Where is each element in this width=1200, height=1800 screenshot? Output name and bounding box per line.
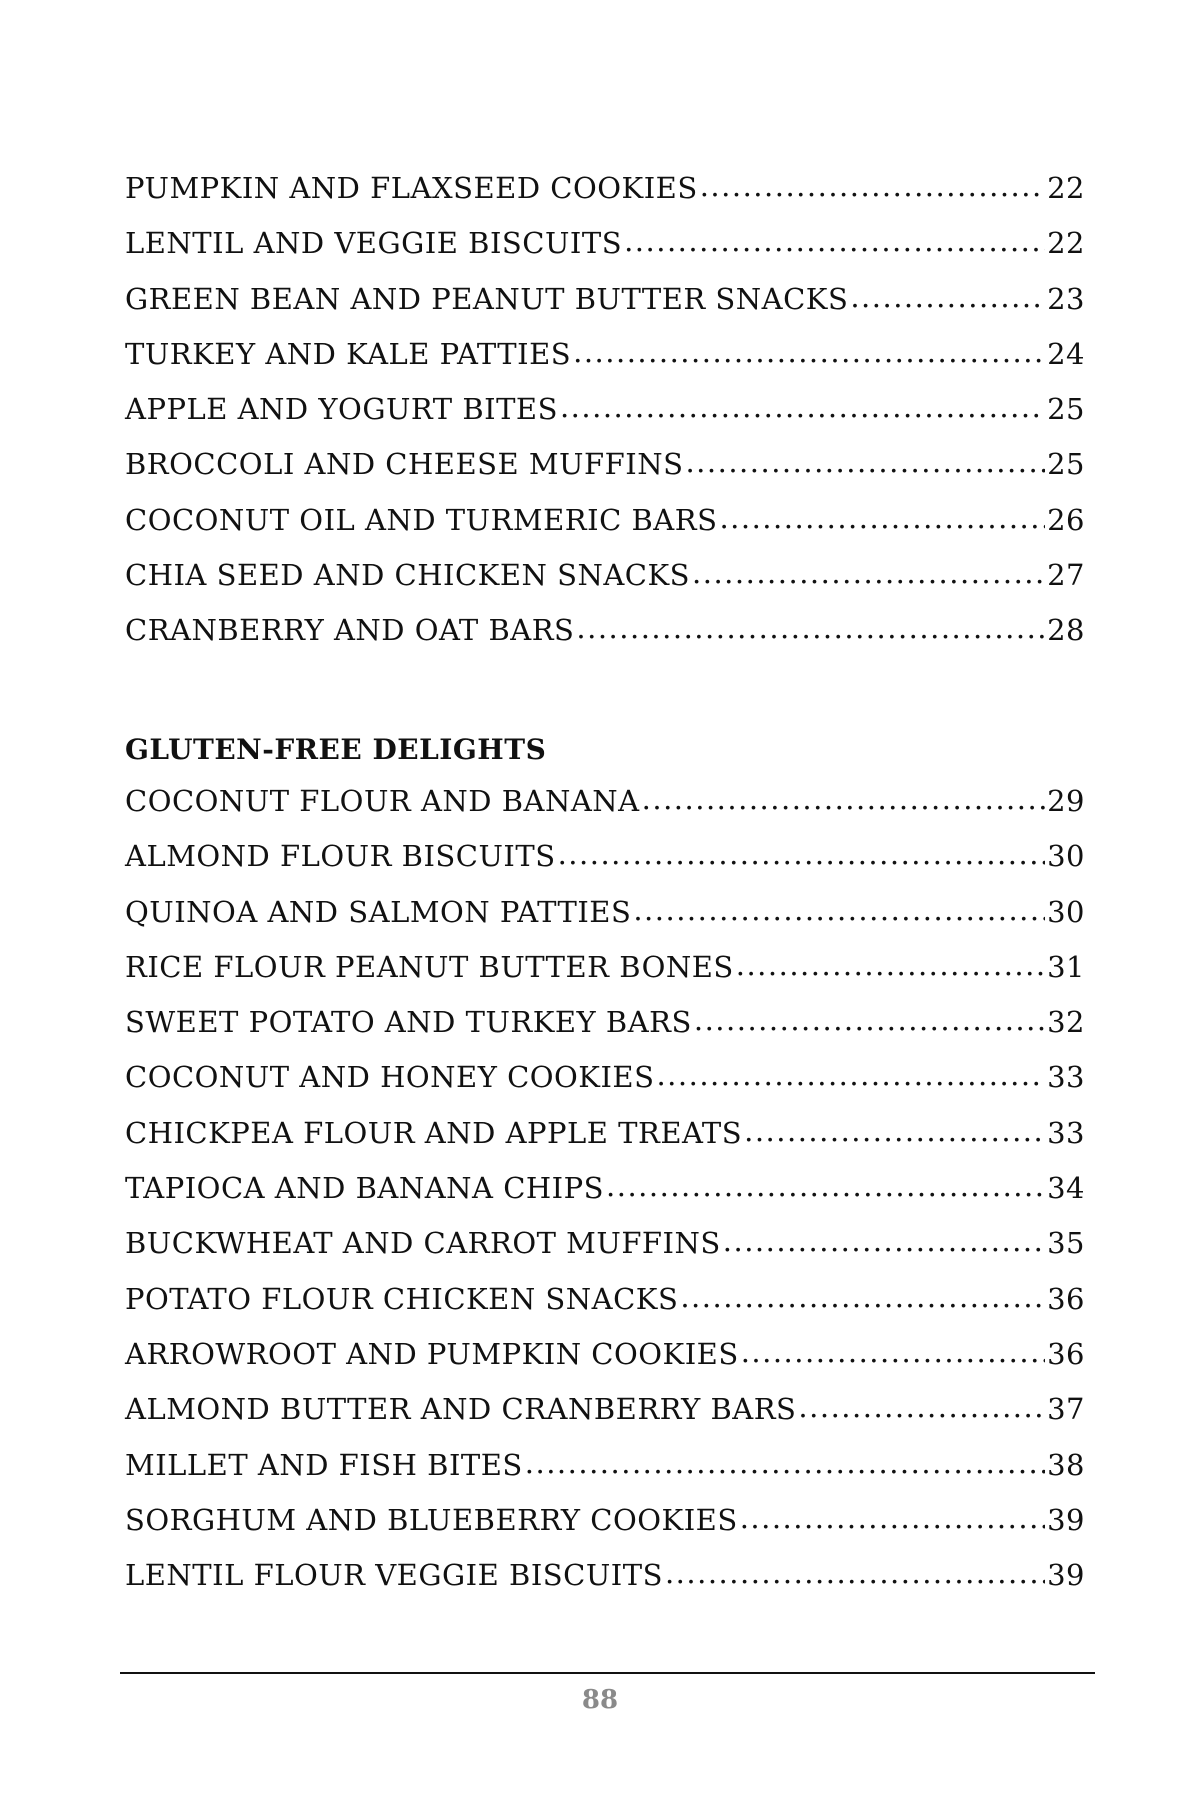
- toc-leader-dots: [700, 168, 1045, 204]
- toc-entry-page: 25: [1047, 392, 1085, 427]
- toc-leader-dots: [558, 836, 1046, 872]
- toc-leader-dots: [642, 781, 1045, 817]
- page-number: 88: [581, 1685, 619, 1715]
- toc-entry-title: COCONUT OIL AND TURMERIC BARS: [125, 502, 718, 537]
- toc-leader-dots: [685, 444, 1045, 480]
- footer-rule: [120, 1672, 1095, 1674]
- toc-entry-page: 29: [1047, 784, 1085, 818]
- toc-entry-page: 32: [1047, 1005, 1085, 1040]
- toc-entry-title: ARROWROOT AND PUMPKIN COOKIES: [125, 1336, 739, 1371]
- toc-list-group-1: [125, 170, 1085, 668]
- toc-entry-title: SORGHUM AND BLUEBERRY COOKIES: [125, 1502, 738, 1537]
- toc-entry[interactable]: [125, 1336, 1085, 1391]
- toc-entry-title: MILLET AND FISH BITES: [125, 1447, 523, 1482]
- toc-entry-title: CHIA SEED AND CHICKEN SNACKS: [125, 558, 691, 593]
- toc-entry-page: 28: [1047, 613, 1085, 648]
- toc-entry-title: CRANBERRY AND OAT BARS: [125, 613, 575, 648]
- toc-entry[interactable]: [125, 225, 1085, 280]
- toc-entry-page: 26: [1047, 502, 1085, 537]
- toc-entry-page: 39: [1047, 1558, 1085, 1593]
- toc-entry[interactable]: [125, 1004, 1085, 1059]
- toc-entry-title: COCONUT AND HONEY COOKIES: [125, 1060, 655, 1095]
- toc-entry-title: CHICKPEA FLOUR AND APPLE TREATS: [125, 1115, 743, 1150]
- toc-entry[interactable]: [125, 1391, 1085, 1446]
- toc-entry[interactable]: [125, 949, 1085, 1004]
- toc-page: [125, 0, 1085, 1800]
- toc-leader-dots: [744, 1113, 1045, 1149]
- toc-entry-page: 34: [1047, 1171, 1085, 1206]
- toc-entry-title: BUCKWHEAT AND CARROT MUFFINS: [125, 1226, 721, 1261]
- toc-leader-dots: [665, 1555, 1045, 1591]
- toc-entry-page: 25: [1047, 447, 1085, 482]
- toc-entry-page: 27: [1047, 558, 1085, 593]
- toc-entry[interactable]: [125, 1225, 1085, 1280]
- toc-leader-dots: [573, 334, 1045, 370]
- toc-entry-page: 31: [1047, 949, 1085, 984]
- toc-entry[interactable]: [125, 1059, 1085, 1114]
- toc-leader-dots: [606, 1168, 1045, 1204]
- toc-entry[interactable]: [125, 612, 1085, 667]
- toc-entry[interactable]: [125, 502, 1085, 557]
- toc-entry-title: ALMOND FLOUR BISCUITS: [125, 839, 556, 874]
- toc-leader-dots: [694, 1002, 1045, 1038]
- toc-entry[interactable]: [125, 894, 1085, 949]
- toc-leader-dots: [656, 1057, 1045, 1093]
- toc-list-group-2: [125, 783, 1085, 1612]
- toc-leader-dots: [723, 1223, 1045, 1259]
- toc-entry[interactable]: [125, 281, 1085, 336]
- toc-entry[interactable]: [125, 1115, 1085, 1170]
- toc-entry[interactable]: [125, 1502, 1085, 1557]
- toc-entry[interactable]: [125, 391, 1085, 446]
- toc-entry[interactable]: [125, 557, 1085, 612]
- toc-entry-page: 33: [1047, 1060, 1085, 1095]
- toc-entry-page: 36: [1047, 1281, 1085, 1316]
- toc-entry-page: 23: [1047, 281, 1085, 316]
- toc-leader-dots: [741, 1334, 1045, 1370]
- toc-leader-dots: [692, 555, 1045, 591]
- toc-entry-page: 35: [1047, 1226, 1085, 1261]
- toc-entry[interactable]: [125, 446, 1085, 501]
- toc-entry-title: BROCCOLI AND CHEESE MUFFINS: [125, 447, 684, 482]
- toc-entry-title: LENTIL AND VEGGIE BISCUITS: [125, 226, 623, 261]
- toc-entry-page: 36: [1047, 1336, 1085, 1371]
- toc-entry-title: QUINOA AND SALMON PATTIES: [125, 894, 632, 929]
- toc-leader-dots: [798, 1389, 1045, 1425]
- toc-leader-dots: [525, 1445, 1045, 1481]
- toc-entry[interactable]: [125, 170, 1085, 225]
- toc-entry-title: TURKEY AND KALE PATTIES: [125, 336, 572, 371]
- toc-entry[interactable]: [125, 1281, 1085, 1336]
- toc-entry-title: PUMPKIN AND FLAXSEED COOKIES: [125, 171, 698, 205]
- toc-entry[interactable]: [125, 1447, 1085, 1502]
- toc-entry-page: 38: [1047, 1447, 1085, 1482]
- toc-entry-page: 30: [1047, 894, 1085, 929]
- toc-entry-title: LENTIL FLOUR VEGGIE BISCUITS: [125, 1558, 663, 1593]
- toc-entry-title: GREEN BEAN AND PEANUT BUTTER SNACKS: [125, 281, 849, 316]
- toc-entry-page: 33: [1047, 1115, 1085, 1150]
- toc-entry-page: 39: [1047, 1502, 1085, 1537]
- section-heading: GLUTEN-FREE DELIGHTS: [125, 733, 547, 766]
- toc-entry-title: APPLE AND YOGURT BITES: [125, 392, 558, 427]
- toc-entry[interactable]: [125, 1170, 1085, 1225]
- toc-entry-title: POTATO FLOUR CHICKEN SNACKS: [125, 1281, 679, 1316]
- toc-leader-dots: [624, 223, 1045, 259]
- toc-entry[interactable]: [125, 336, 1085, 391]
- toc-entry-page: 30: [1047, 839, 1085, 874]
- toc-leader-dots: [736, 947, 1045, 983]
- toc-entry[interactable]: [125, 783, 1085, 838]
- toc-entry-title: RICE FLOUR PEANUT BUTTER BONES: [125, 949, 734, 984]
- toc-entry[interactable]: [125, 838, 1085, 893]
- toc-leader-dots: [576, 610, 1045, 646]
- toc-entry-title: ALMOND BUTTER AND CRANBERRY BARS: [125, 1392, 797, 1427]
- toc-entry-page: 22: [1047, 171, 1085, 205]
- toc-entry-page: 37: [1047, 1392, 1085, 1427]
- toc-leader-dots: [719, 500, 1045, 536]
- toc-leader-dots: [633, 892, 1045, 928]
- toc-entry[interactable]: [125, 1557, 1085, 1612]
- toc-entry-title: COCONUT FLOUR AND BANANA: [125, 784, 640, 818]
- toc-entry-page: 22: [1047, 226, 1085, 261]
- toc-entry-page: 24: [1047, 336, 1085, 371]
- toc-leader-dots: [680, 1279, 1045, 1315]
- toc-entry-title: TAPIOCA AND BANANA CHIPS: [125, 1171, 605, 1206]
- toc-entry-title: SWEET POTATO AND TURKEY BARS: [125, 1005, 692, 1040]
- toc-leader-dots: [740, 1500, 1045, 1536]
- toc-leader-dots: [560, 389, 1045, 425]
- toc-leader-dots: [850, 279, 1045, 315]
